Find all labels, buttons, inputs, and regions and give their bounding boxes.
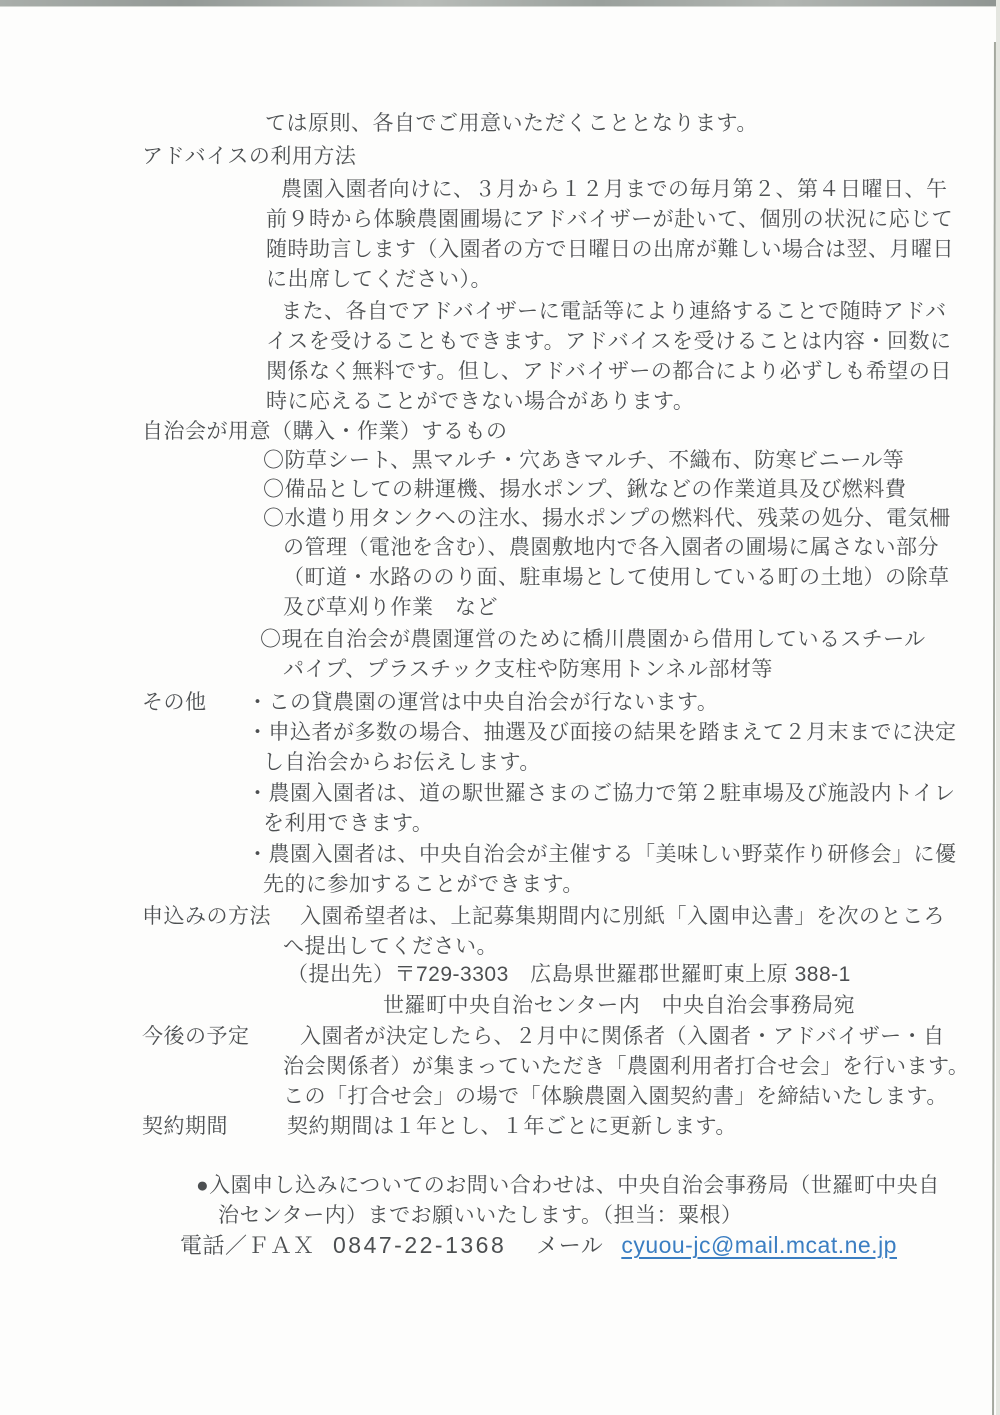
other-line: 先的に参加することができます。 bbox=[263, 873, 584, 896]
other-line: ・農園入園者は、道の駅世羅さまのご協力で第２駐車場及び施設内トイレ bbox=[247, 782, 956, 805]
intro-line: ては原則、各自でご用意いただくこととなります。 bbox=[265, 112, 758, 135]
advice-line: 時に応えることができない場合があります。 bbox=[266, 390, 695, 413]
application-line: 世羅町中央自治センター内 中央自治会事務局宛 bbox=[383, 994, 856, 1017]
supplies-line: 〇防草シート、黒マルチ・穴あきマルチ、不織布、防寒ビニール等 bbox=[263, 449, 905, 472]
supplies-line: （町道・水路ののり面、駐車場として使用している町の土地）の除草 bbox=[283, 566, 950, 589]
other-line: し自治会からお伝えします。 bbox=[263, 751, 541, 774]
other-line: を利用できます。 bbox=[263, 812, 434, 835]
section-label-schedule: 今後の予定 bbox=[142, 1025, 250, 1048]
section-label-advice: アドバイスの利用方法 bbox=[142, 145, 357, 168]
advice-line: イスを受けることもできます。アドバイスを受けることは内容・回数に bbox=[266, 330, 952, 353]
phone-fax-label: 電話／ＦＡＸ bbox=[180, 1233, 316, 1258]
advice-line: 関係なく無料です。但し、アドバイザーの都合により必ずしも希望の日 bbox=[266, 360, 952, 383]
supplies-line: 〇備品としての耕運機、揚水ポンプ、鍬などの作業道具及び燃料費 bbox=[263, 478, 907, 501]
advice-line: 農園入園者向けに、３月から１２月までの毎月第２、第４日曜日、午 bbox=[281, 178, 948, 201]
footer-notice-line: ●入園申し込みについてのお問い合わせは、中央自治会事務局（世羅町中央自 bbox=[196, 1174, 940, 1197]
other-line: ・申込者が多数の場合、抽選及び面接の結果を踏まえて２月末までに決定 bbox=[247, 721, 957, 744]
other-line: ・農園入園者は、中央自治会が主催する「美味しい野菜作り研修会」に優 bbox=[247, 843, 957, 866]
mail-label: メール bbox=[536, 1233, 604, 1258]
supplies-line: の管理（電池を含む）、農園敷地内で各入園者の圃場に属さない部分 bbox=[283, 536, 939, 559]
phone-number: 0847-22-1368 bbox=[333, 1232, 507, 1258]
schedule-line: 治会関係者）が集まっていただき「農園利用者打合せ会」を行います。 bbox=[283, 1055, 970, 1078]
application-line: 入園希望者は、上記募集期間内に別紙「入園申込書」を次のところ bbox=[300, 905, 945, 928]
scan-artifact-right-edge-light bbox=[996, 0, 1000, 1415]
application-line: へ提出してください。 bbox=[283, 935, 498, 958]
advice-line: また、各自でアドバイザーに電話等により連絡することで随時アドバ bbox=[281, 300, 947, 323]
application-line: （提出先）〒729-3303 広島県世羅郡世羅町東上原 388-1 bbox=[287, 963, 851, 986]
contract-line: 契約期間は１年とし、１年ごとに更新します。 bbox=[287, 1115, 737, 1138]
section-label-other: その他 bbox=[142, 691, 207, 714]
advice-line: に出席してください）。 bbox=[266, 268, 492, 291]
section-label-supplies: 自治会が用意（購入・作業）するもの bbox=[142, 420, 508, 443]
advice-line: 前９時から体験農園圃場にアドバイザーが赴いて、個別の状況に応じて bbox=[266, 208, 954, 231]
supplies-line: パイプ、プラスチック支柱や防寒用トンネル部材等 bbox=[283, 658, 773, 681]
footer-notice-line: 治センター内）までお願いいたします。（担当：粟根） bbox=[218, 1204, 743, 1227]
schedule-line: 入園者が決定したら、２月中に関係者（入園者・アドバイザー・自 bbox=[300, 1025, 945, 1048]
advice-line: 随時助言します（入園者の方で日曜日の出席が難しい場合は翌、月曜日 bbox=[266, 238, 954, 261]
section-label-contract: 契約期間 bbox=[142, 1115, 228, 1138]
other-line: ・この貸農園の運営は中央自治会が行ないます。 bbox=[247, 691, 719, 714]
contact-line bbox=[180, 1232, 897, 1259]
schedule-line: この「打合せ会」の場で「体験農園入園契約書」を締結いたします。 bbox=[283, 1085, 948, 1108]
supplies-line: 及び草刈り作業 など bbox=[283, 596, 498, 619]
scan-artifact-top-band bbox=[0, 0, 1000, 7]
supplies-line: 〇現在自治会が農園運営のために橋川農園から借用しているスチール bbox=[260, 628, 926, 651]
section-label-application: 申込みの方法 bbox=[142, 905, 271, 928]
supplies-line: 〇水遣り用タンクへの注水、揚水ポンプの燃料代、残菜の処分、電気柵 bbox=[263, 507, 951, 530]
email-link[interactable]: cyuou-jc@mail.mcat.ne.jp bbox=[621, 1232, 897, 1258]
